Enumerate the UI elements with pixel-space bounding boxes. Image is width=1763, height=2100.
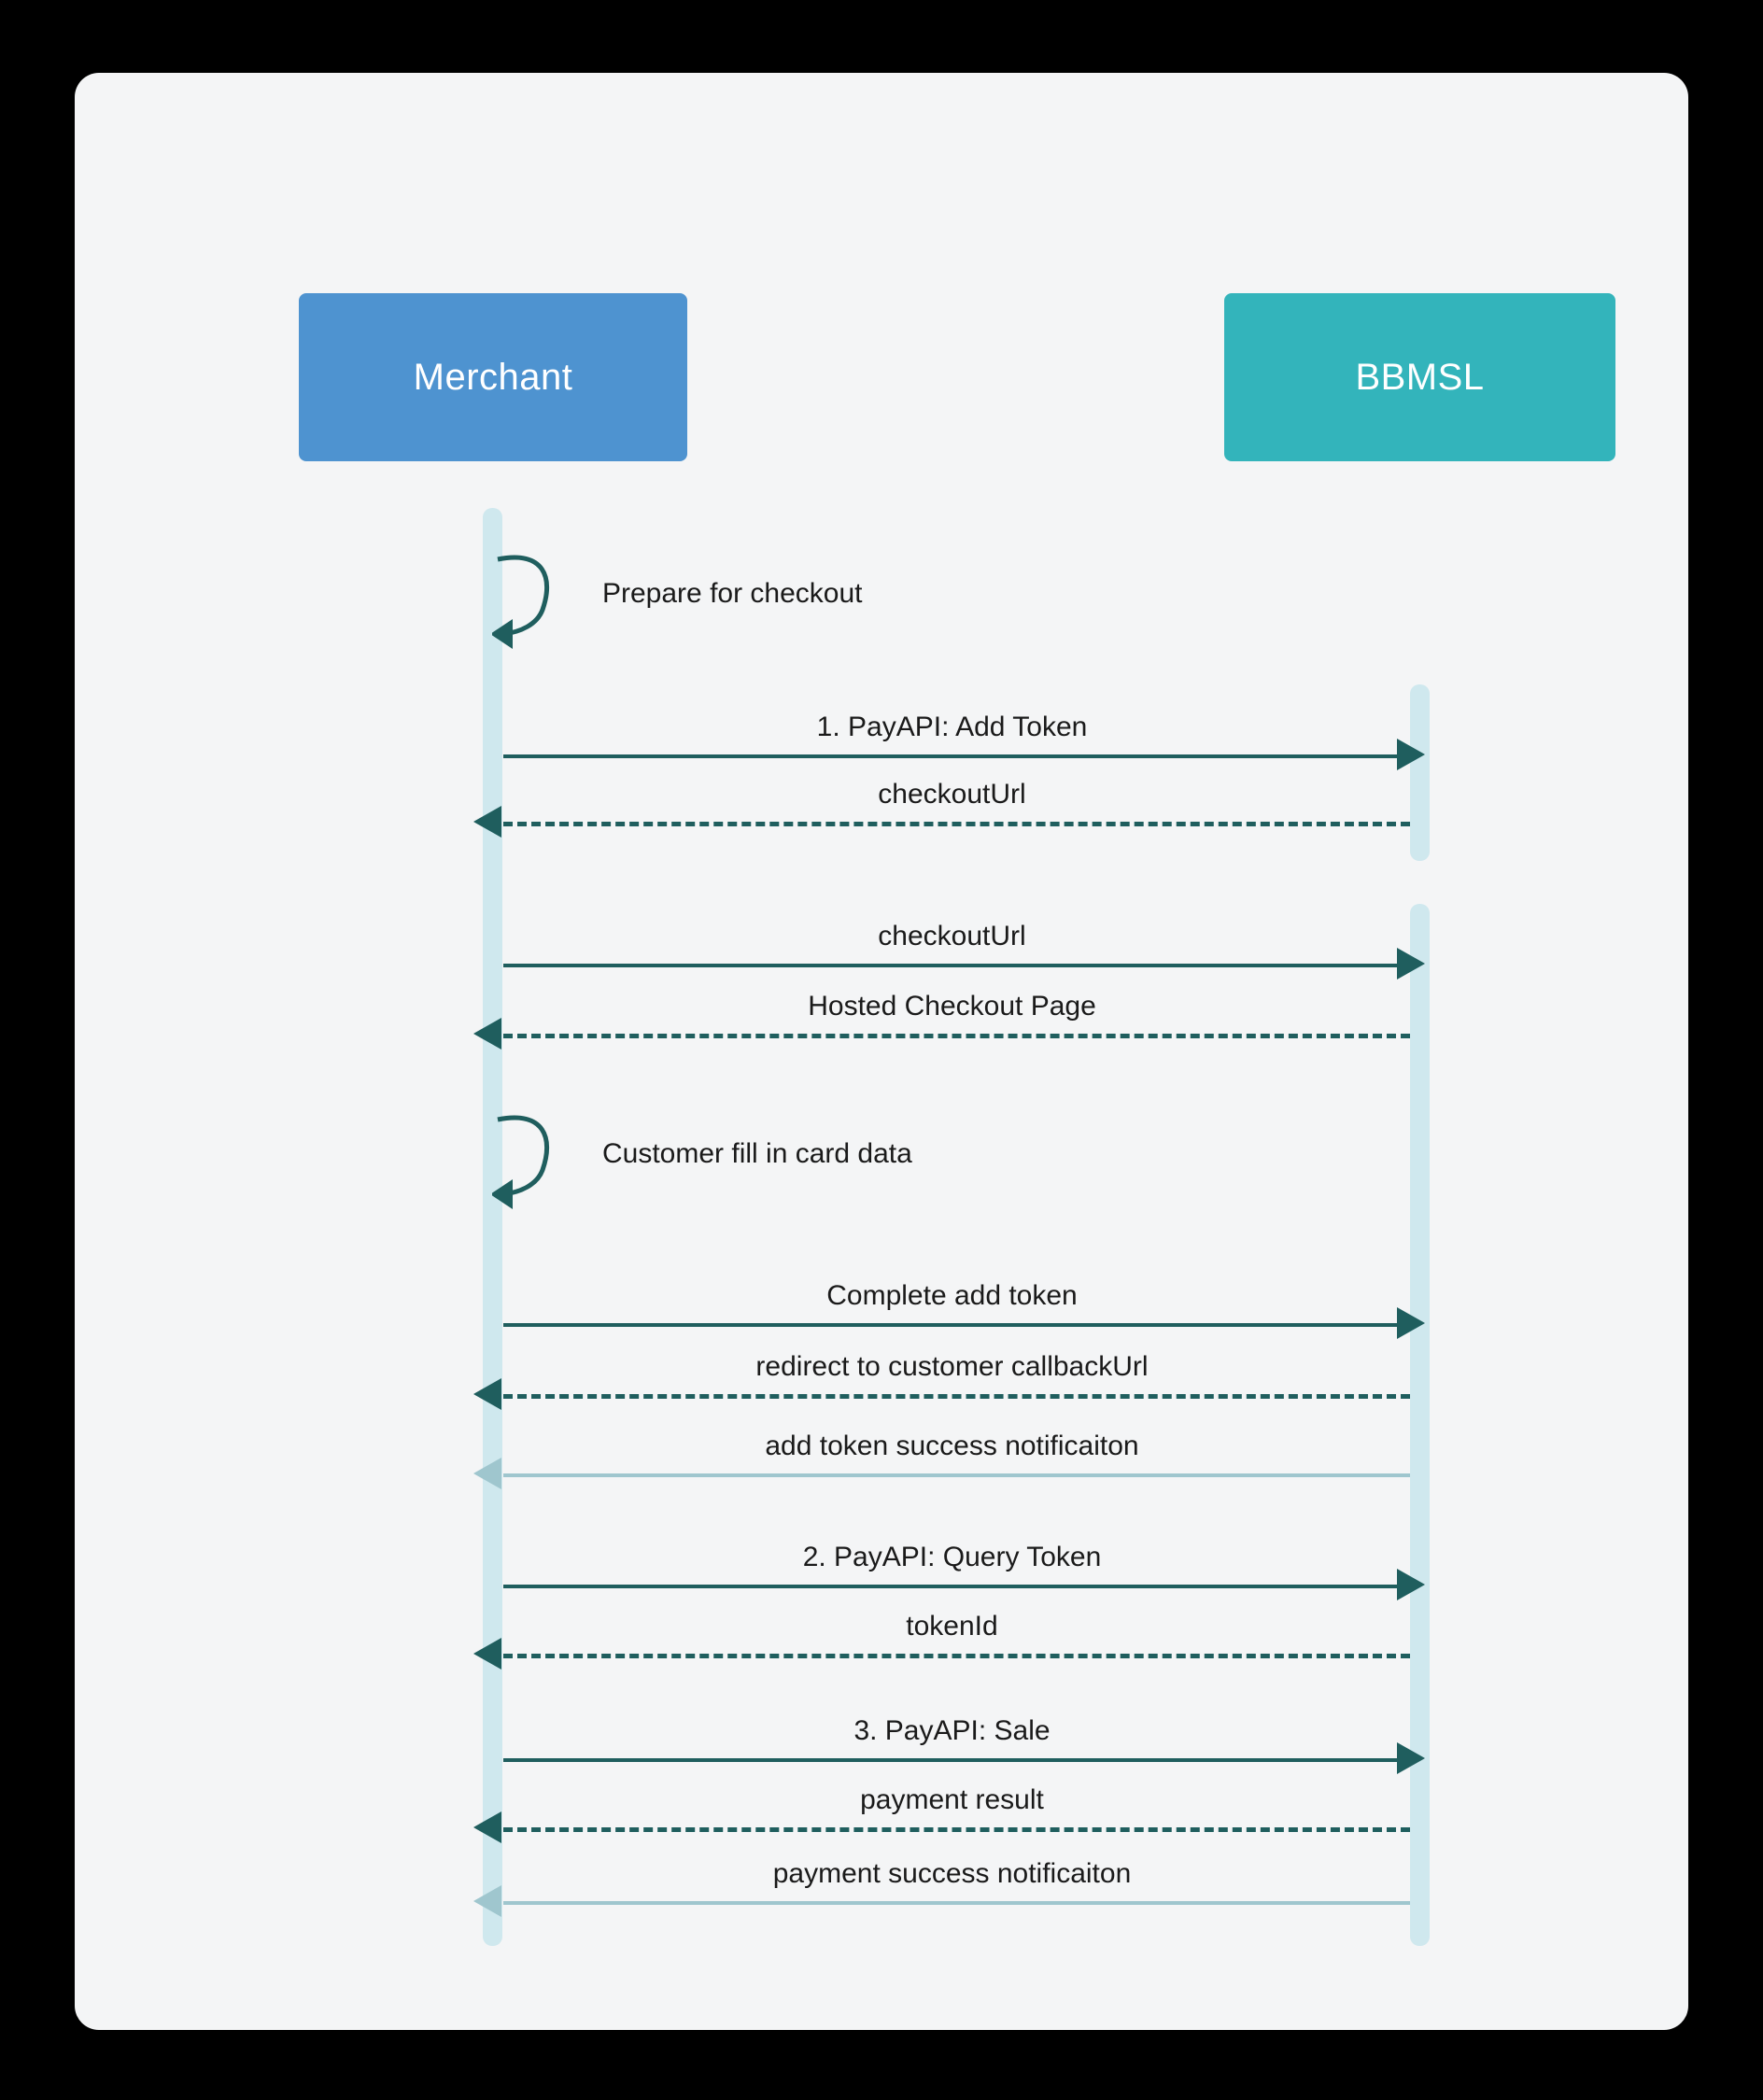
message-payment-success-notification	[483, 1856, 1421, 1907]
message-label: Hosted Checkout Page	[795, 989, 1109, 1024]
message-line	[503, 822, 1410, 826]
self-message-prepare-for-checkout	[492, 544, 1333, 647]
message-label: add token success notificaiton	[752, 1429, 1151, 1464]
message-add-token-success-notification	[483, 1429, 1421, 1479]
message-payapi-query-token	[483, 1540, 1421, 1590]
message-line	[503, 1323, 1410, 1327]
arrowhead-left-icon	[473, 1018, 501, 1050]
self-message-label: Prepare for checkout	[602, 578, 863, 609]
message-hosted-checkout-page	[483, 989, 1421, 1039]
message-checkout-url-reply	[483, 777, 1421, 827]
message-line	[503, 1585, 1410, 1588]
sequence-diagram-card	[75, 73, 1688, 2030]
message-line	[503, 754, 1410, 758]
arrowhead-left-icon	[473, 1378, 501, 1410]
message-label: tokenId	[893, 1609, 1010, 1644]
message-line	[503, 1473, 1410, 1477]
actor-bbmsl[interactable]	[1224, 293, 1615, 461]
message-label: redirect to customer callbackUrl	[742, 1349, 1161, 1385]
message-label: payment result	[847, 1783, 1057, 1818]
message-label: 2. PayAPI: Query Token	[790, 1540, 1115, 1575]
message-label: payment success notificaiton	[760, 1856, 1145, 1892]
message-label: 1. PayAPI: Add Token	[804, 710, 1101, 745]
actor-bbmsl-label: BBMSL	[1355, 356, 1485, 398]
message-line	[503, 1654, 1410, 1658]
message-payapi-add-token	[483, 710, 1421, 760]
arrowhead-right-icon	[1397, 1569, 1425, 1600]
message-line	[503, 1758, 1410, 1762]
arrowhead-right-icon	[1397, 739, 1425, 770]
message-line	[503, 1901, 1410, 1905]
actor-merchant[interactable]	[299, 293, 687, 461]
message-line	[503, 1034, 1410, 1038]
arrowhead-right-icon	[1397, 948, 1425, 980]
arrowhead-left-icon	[473, 1458, 501, 1489]
message-label: Complete add token	[813, 1278, 1091, 1314]
arrowhead-right-icon	[1397, 1742, 1425, 1774]
message-payapi-sale	[483, 1713, 1421, 1764]
self-message-customer-fill-card-data	[492, 1105, 1333, 1207]
arrowhead-right-icon	[1397, 1307, 1425, 1339]
message-redirect-to-customer-callback-url	[483, 1349, 1421, 1400]
message-token-id-reply	[483, 1609, 1421, 1659]
message-line	[503, 964, 1410, 967]
arrowhead-left-icon	[473, 806, 501, 838]
actor-merchant-label: Merchant	[413, 356, 573, 398]
message-payment-result	[483, 1783, 1421, 1833]
message-label: 3. PayAPI: Sale	[840, 1713, 1063, 1749]
message-line	[503, 1394, 1410, 1399]
message-label: checkoutUrl	[865, 919, 1038, 954]
self-message-label: Customer fill in card data	[602, 1138, 912, 1169]
message-complete-add-token	[483, 1278, 1421, 1329]
message-label: checkoutUrl	[865, 777, 1038, 812]
self-loop-arrow-icon	[492, 1105, 556, 1207]
message-checkout-url-request	[483, 919, 1421, 969]
arrowhead-left-icon	[473, 1638, 501, 1670]
arrowhead-left-icon	[473, 1885, 501, 1917]
self-loop-arrow-icon	[492, 544, 556, 647]
message-line	[503, 1827, 1410, 1832]
arrowhead-left-icon	[473, 1811, 501, 1843]
